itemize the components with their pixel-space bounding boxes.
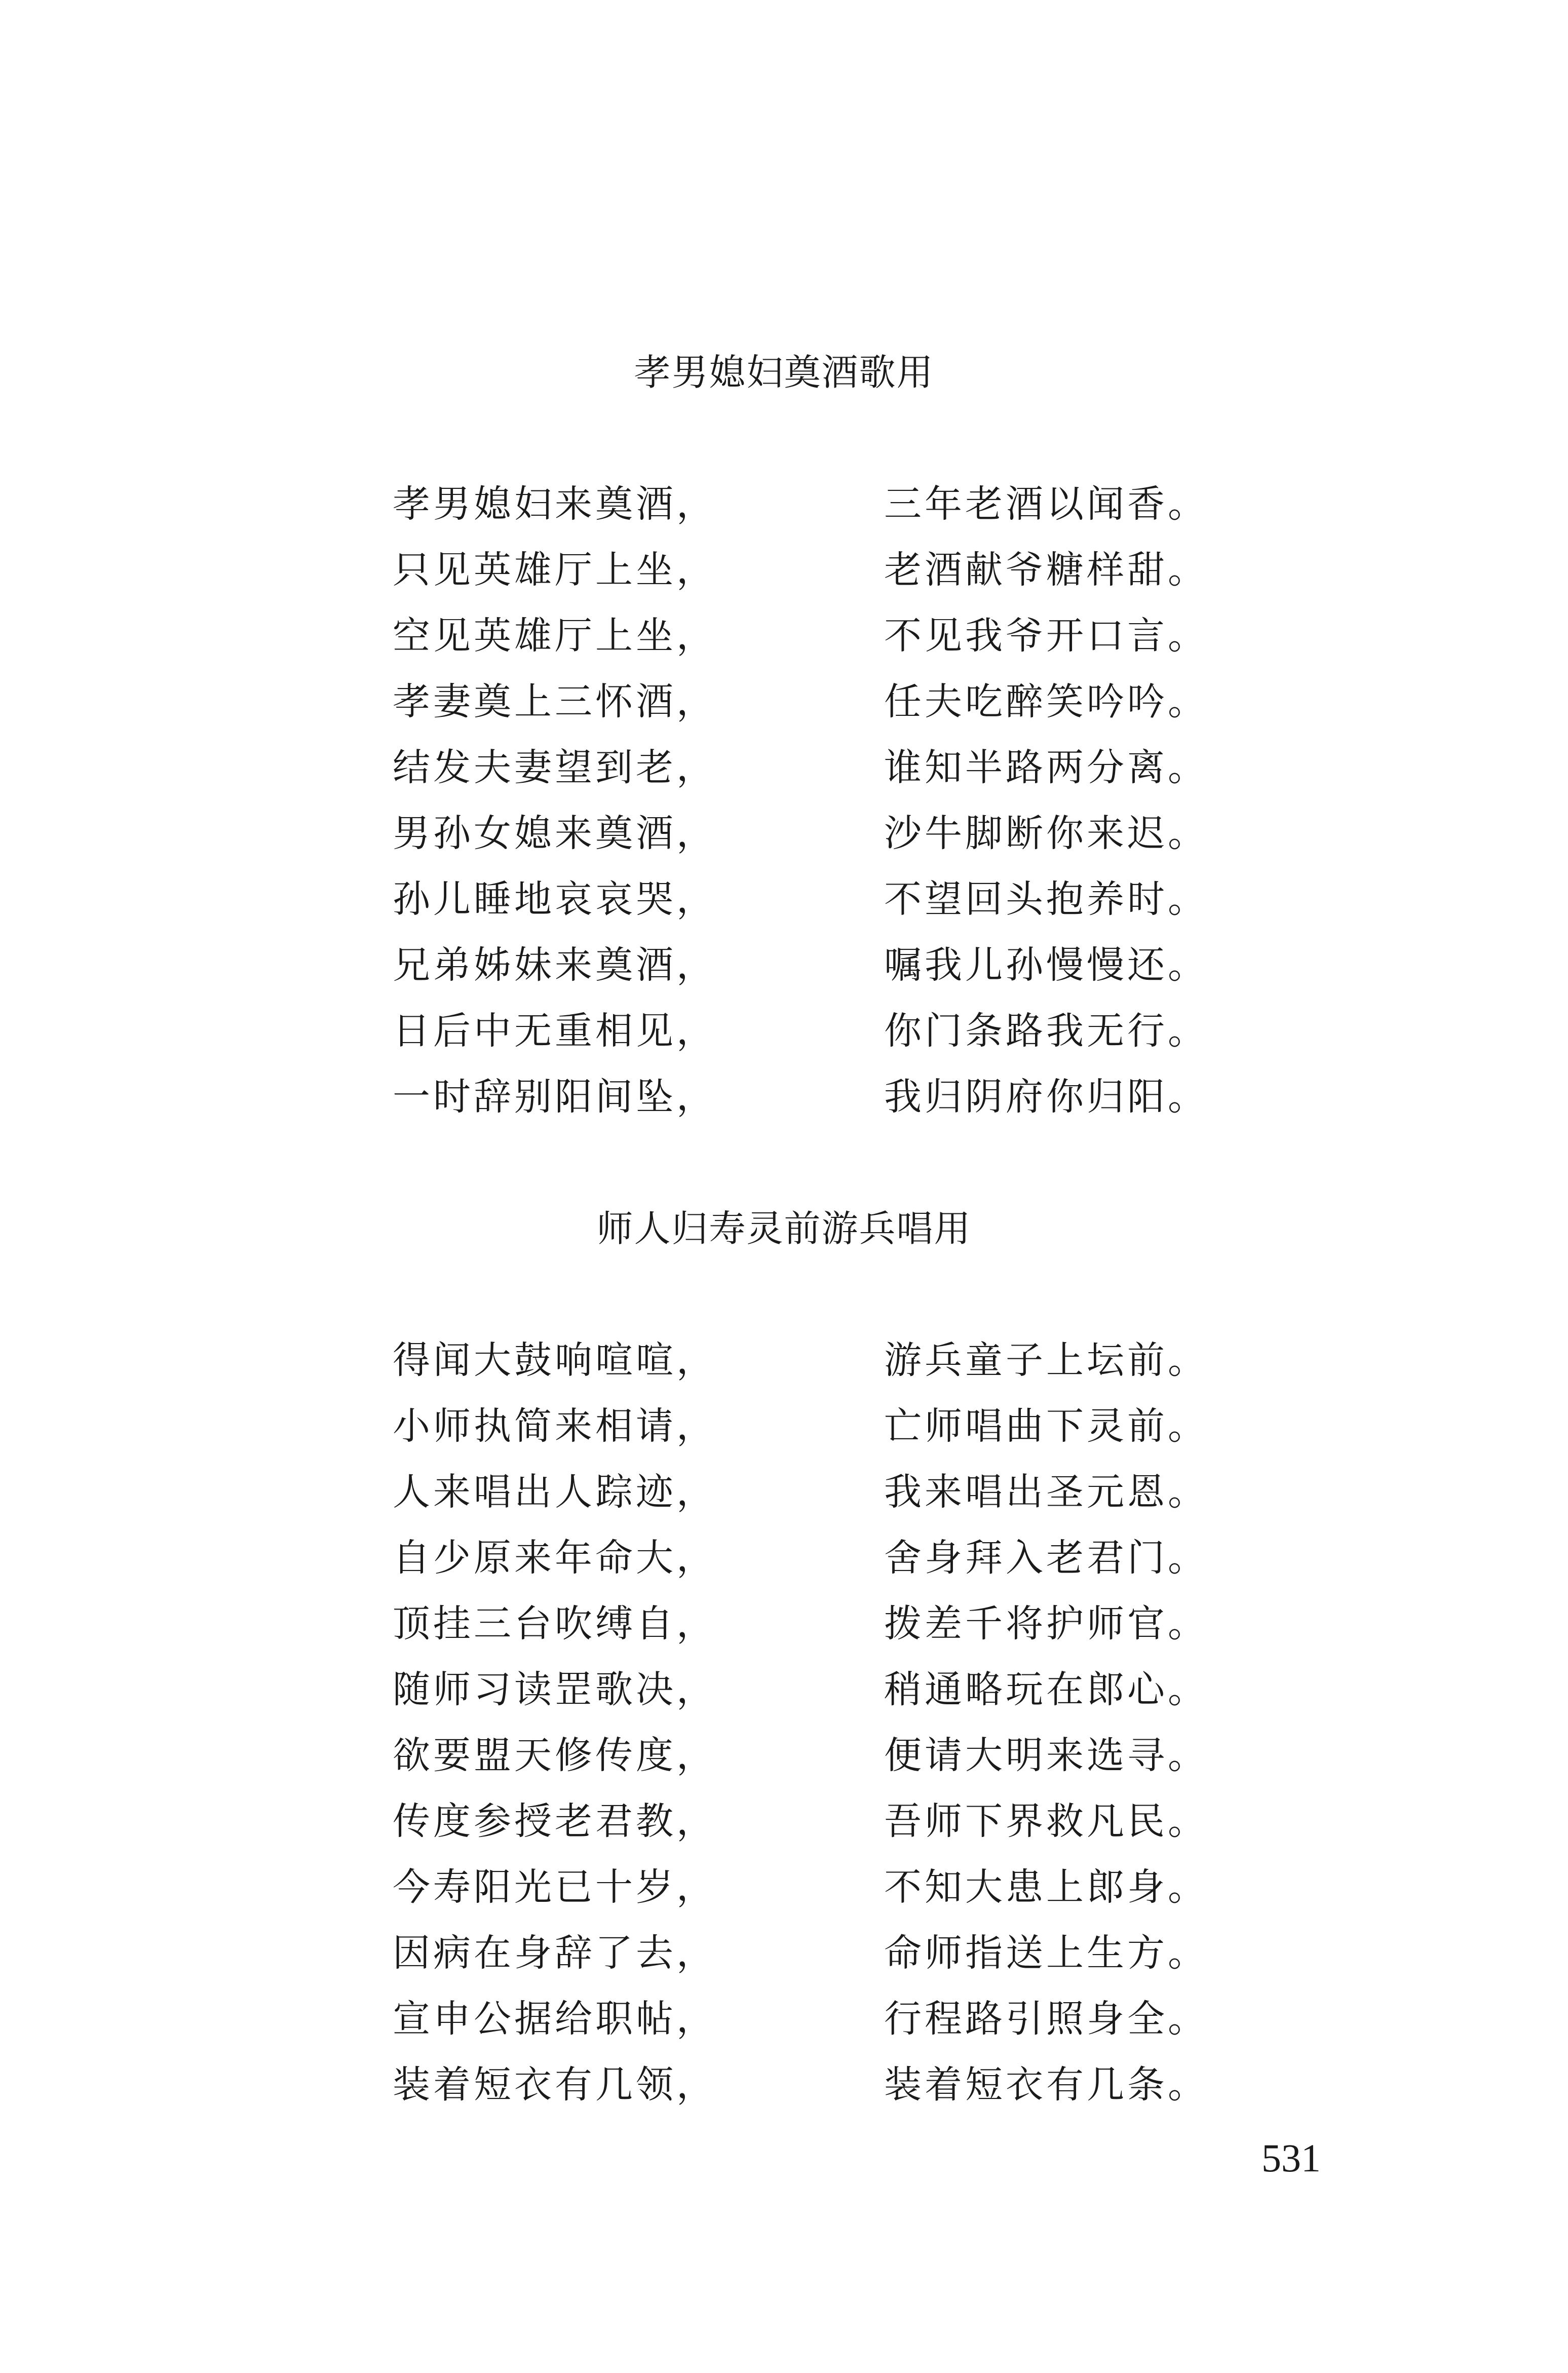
poem-line [0,1069,1568,1135]
line-left: 人来唱出人踪迹， [393,1470,717,1514]
line-right: 亡师唱曲下灵前。 [884,1404,1208,1448]
poem-line [0,674,1568,740]
line-left: 结发夫妻望到老， [393,746,717,789]
poem-1 [0,476,1568,1135]
line-right: 嘱我儿孙慢慢还。 [884,943,1208,987]
poem-line [0,1332,1568,1398]
line-left: 男孙女媳来奠酒， [393,812,717,855]
line-right: 游兵童子上坛前。 [884,1338,1208,1382]
line-right: 我来唱出圣元恩。 [884,1470,1208,1514]
poem-line [0,937,1568,1003]
poem-line [0,1003,1568,1069]
line-right: 谁知半路两分离。 [884,746,1208,789]
line-right: 稍通略玩在郎心。 [884,1668,1208,1711]
line-right: 装着短衣有几条。 [884,2063,1208,2107]
poem-line [0,1398,1568,1464]
line-right: 三年老酒以闻香。 [884,482,1208,526]
poem-line [0,2057,1568,2123]
line-right: 舍身拜入老君门。 [884,1536,1208,1580]
poem-line [0,1464,1568,1530]
line-left: 装着短衣有几领， [393,2063,717,2107]
line-left: 孝男媳妇来奠酒， [393,482,717,526]
line-left: 孝妻奠上三怀酒， [393,680,717,723]
poem-line [0,871,1568,937]
line-left: 因病在身辞了去， [393,1931,717,1975]
line-left: 空见英雄厅上坐， [393,614,717,658]
line-right: 命师指送上生方。 [884,1931,1208,1975]
poem-line [0,806,1568,871]
line-right: 老酒献爷糖样甜。 [884,548,1208,592]
section-title-1: 孝男媳妇奠酒歌用 [634,351,934,394]
line-left: 传度参授老君教， [393,1800,717,1843]
line-left: 今寿阳光已十岁， [393,1865,717,1909]
line-right: 行程路引照身全。 [884,1997,1208,2041]
line-left: 欲要盟天修传度， [393,1734,717,1777]
poem-line [0,608,1568,674]
line-right: 任夫吃醉笑吟吟。 [884,680,1208,723]
line-right: 不知大患上郎身。 [884,1865,1208,1909]
poem-line [0,476,1568,542]
poem-line [0,1925,1568,1991]
poem-line [0,740,1568,806]
poem-line [0,542,1568,608]
line-left: 宣申公据给职帖， [393,1997,717,2041]
line-left: 得闻大鼓响喧喧， [393,1338,717,1382]
poem-line [0,1859,1568,1925]
line-right: 吾师下界救凡民。 [884,1800,1208,1843]
line-left: 一时辞别阳间坠， [393,1075,717,1119]
line-right: 不望回头抱养时。 [884,877,1208,921]
page-number: 531 [1261,2136,1321,2180]
poem-2 [0,1332,1568,2123]
poem-line [0,1596,1568,1662]
line-right: 不见我爷开口言。 [884,614,1208,658]
line-left: 顶挂三台吹缚自， [393,1602,717,1645]
line-left: 兄弟姊妹来奠酒， [393,943,717,987]
line-left: 只见英雄厅上坐， [393,548,717,592]
poem-line [0,1793,1568,1859]
line-left: 孙儿睡地哀哀哭， [393,877,717,921]
poem-line [0,1662,1568,1728]
line-left: 小师执简来相请， [393,1404,717,1448]
line-left: 随师习读罡歌决， [393,1668,717,1711]
poem-line [0,1728,1568,1793]
line-right: 拨差千将护师官。 [884,1602,1208,1645]
line-left: 自少原来年命大， [393,1536,717,1580]
line-right: 便请大明来选寻。 [884,1734,1208,1777]
line-left: 日后中无重相见， [393,1009,717,1053]
poem-line [0,1991,1568,2057]
section-title-2: 师人归寿灵前游兵唱用 [596,1207,972,1250]
line-right: 沙牛脚断你来迟。 [884,812,1208,855]
poem-line [0,1530,1568,1596]
line-right: 你门条路我无行。 [884,1009,1208,1053]
line-right: 我归阴府你归阳。 [884,1075,1208,1119]
